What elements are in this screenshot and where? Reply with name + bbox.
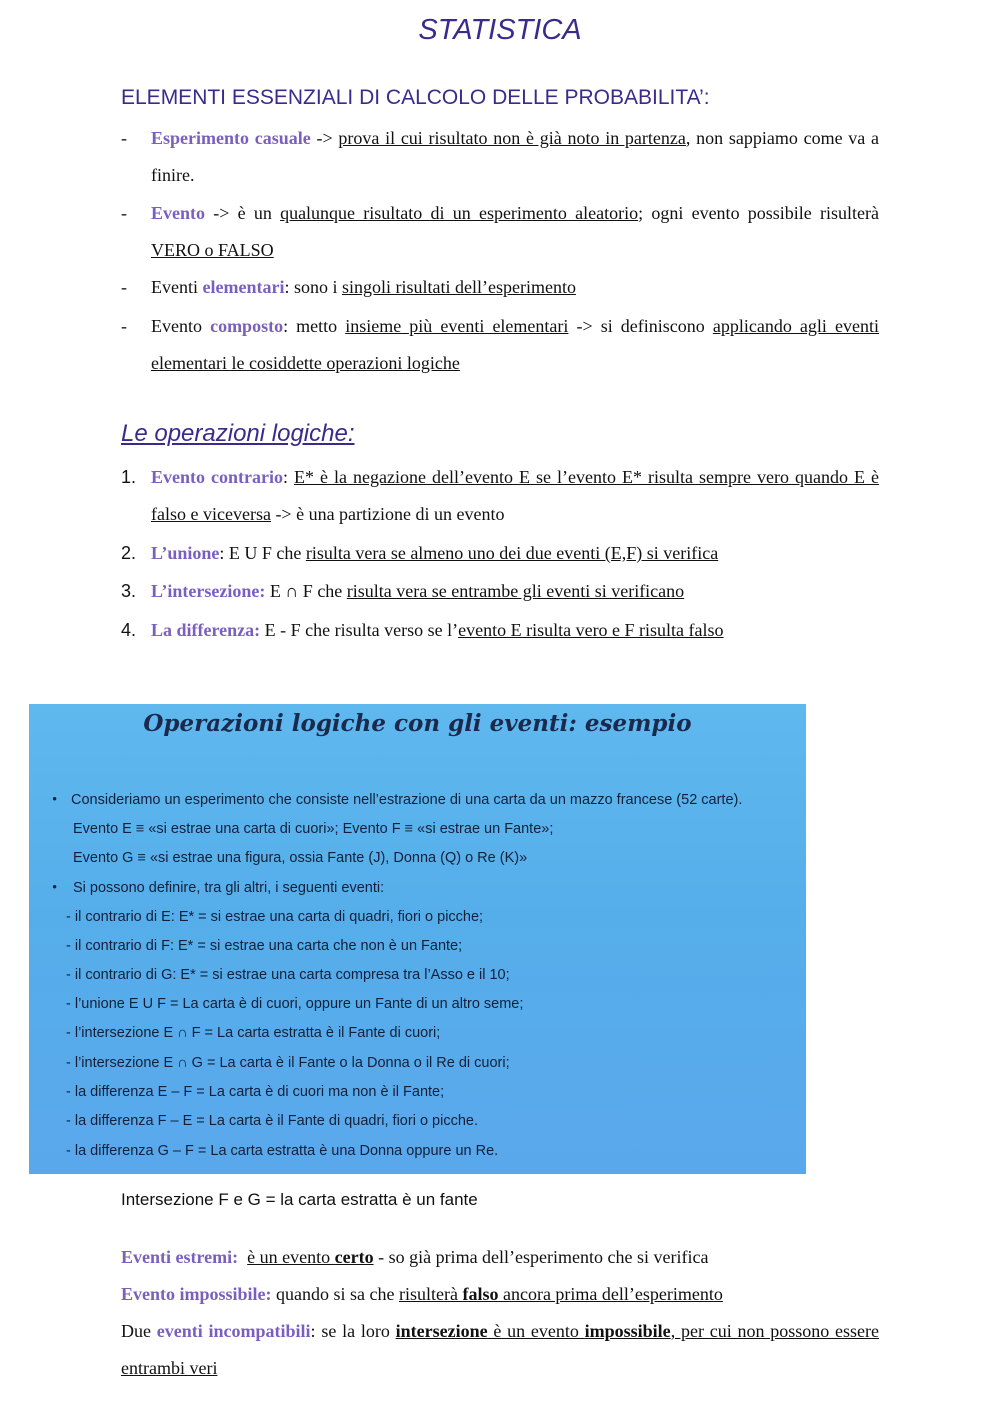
list-item	[121, 269, 879, 306]
slide-line: Evento E ≡ «si estrae una carta di cuori»; Evento F ≡ «si estrae un Fante»;	[73, 821, 554, 837]
text: ->	[310, 128, 339, 148]
bullet-icon: •	[52, 792, 58, 808]
bold-text: intersezione	[395, 1321, 488, 1341]
underlined-text: risulterà	[398, 1284, 463, 1304]
text: : sono i	[284, 277, 342, 297]
example-slide-image	[29, 704, 806, 1174]
underlined-text: è un evento	[487, 1321, 585, 1341]
list-marker: 4.	[121, 620, 137, 640]
underlined-text: VERO o FALSO	[151, 240, 274, 260]
text	[238, 1247, 247, 1267]
slide-line: - il contrario di E: E* = si estrae una carta di quadri, fiori o picche;	[66, 909, 484, 925]
list-item	[121, 120, 879, 194]
slide-line: - la differenza G – F = La carta estratta è una Donna oppure un Re.	[66, 1143, 499, 1159]
text: :	[283, 467, 295, 487]
list-item	[121, 573, 879, 610]
text: : metto	[283, 316, 346, 336]
section-heading: ELEMENTI ESSENZIALI DI CALCOLO DELLE PROBABILITA’:	[121, 86, 710, 109]
slide-line: Consideriamo un esperimento che consiste nell’estrazione di una carta da un mazzo francese (52 carte).	[71, 792, 743, 808]
list-item	[121, 459, 879, 533]
list-item	[121, 612, 879, 649]
text: Due	[121, 1321, 157, 1341]
list-item	[121, 195, 879, 269]
underlined-text: E* è la negazione dell’evento E se l’evento E* risulta sempre vero quando E è falso e viceversa	[151, 467, 879, 524]
text: - so già prima dell’esperimento che si verifica	[373, 1247, 709, 1267]
list-marker: 3.	[121, 581, 137, 601]
list-marker: -	[121, 316, 127, 336]
bullet-icon: •	[52, 880, 58, 896]
slide-line: - l’intersezione E ∩ G = La carta è il Fante o la Donna o il Re di cuori;	[66, 1055, 510, 1071]
image-caption: Intersezione F e G = la carta estratta è un fante	[121, 1190, 478, 1209]
list-marker: 1.	[121, 467, 137, 487]
underlined-text: è un evento	[247, 1247, 335, 1267]
underlined-text: singoli risultati dell’esperimento	[341, 277, 576, 297]
term: L’unione	[151, 543, 220, 563]
text: E - F che risulta verso se l’	[260, 620, 459, 640]
bold-text: certo	[334, 1247, 374, 1267]
text: Evento	[151, 316, 211, 336]
slide-line: Evento G ≡ «si estrae una figura, ossia Fante (J), Donna (Q) o Re (K)»	[73, 850, 528, 866]
underlined-text: risulta vera se entrambe gli eventi si verificano	[346, 581, 685, 601]
text: -> si definiscono	[568, 316, 713, 336]
page-title: STATISTICA	[418, 14, 582, 46]
text: Eventi	[151, 277, 203, 297]
underlined-text: ancora prima dell’esperimento	[498, 1284, 723, 1304]
term: Esperimento casuale	[151, 128, 311, 148]
bold-text: falso	[462, 1284, 499, 1304]
term: Evento impossibile:	[121, 1284, 272, 1304]
slide-line: - la differenza F – E = La carta è il Fante di quadri, fiori o picche.	[66, 1113, 478, 1129]
slide-line: Si possono definire, tra gli altri, i seguenti eventi:	[73, 880, 385, 896]
term: elementari	[202, 277, 285, 297]
slide-line: - l’intersezione E ∩ F = La carta estratta è il Fante di cuori;	[66, 1025, 441, 1041]
text: : E U F che	[219, 543, 306, 563]
term: Evento	[151, 203, 205, 223]
term: Eventi estremi:	[121, 1247, 239, 1267]
term: composto	[210, 316, 284, 336]
list-marker: -	[121, 203, 127, 223]
list-marker: -	[121, 277, 127, 297]
list-marker: 2.	[121, 543, 137, 563]
list-item	[121, 535, 879, 572]
text: quando si sa che	[271, 1284, 399, 1304]
slide-line: - il contrario di F: E* = si estrae una carta che non è un Fante;	[66, 938, 463, 954]
text: -> è un	[205, 203, 281, 223]
list-marker: -	[121, 128, 127, 148]
underlined-text: risulta vera se almeno uno dei due eventi (E,F) si verifica	[305, 543, 719, 563]
operations-heading: Le operazioni logiche:	[121, 420, 355, 447]
underlined-text: qualunque risultato di un esperimento aleatorio	[280, 203, 639, 223]
list-item	[121, 308, 879, 382]
term: eventi incompatibili	[156, 1321, 311, 1341]
paragraph-extreme-events	[121, 1239, 879, 1276]
underlined-text: evento E risulta vero e F risulta falso	[458, 620, 724, 640]
bold-text: impossibile	[584, 1321, 671, 1341]
slide-line: - la differenza E – F = La carta è di cuori ma non è il Fante;	[66, 1084, 445, 1100]
term: La differenza:	[151, 620, 261, 640]
text: , non sappiamo come va a finire.	[151, 128, 880, 185]
term: L’intersezione:	[151, 581, 266, 601]
slide-title: Operazioni logiche con gli eventi: esempio	[143, 710, 692, 737]
paragraph-impossible-event	[121, 1276, 879, 1313]
text: ; ogni evento possibile risulterà	[638, 203, 879, 223]
paragraph-incompatible-events	[121, 1313, 879, 1387]
underlined-text: , per cui non possono essere entrambi veri	[121, 1321, 880, 1378]
underlined-text: prova il cui risultato non è già noto in partenza	[338, 128, 686, 148]
slide-line: - l’unione E U F = La carta è di cuori, oppure un Fante di un altro seme;	[66, 996, 524, 1012]
text: : se la loro	[310, 1321, 396, 1341]
text: E ∩ F che	[265, 581, 347, 601]
term: Evento contrario	[151, 467, 283, 487]
slide-line: - il contrario di G: E* = si estrae una carta compresa tra l’Asso e il 10;	[66, 967, 510, 983]
underlined-text: applicando agli eventi elementari le cosiddette operazioni logiche	[151, 316, 879, 373]
underlined-text: insieme più eventi elementari	[345, 316, 569, 336]
text: -> è una partizione di un evento	[270, 504, 505, 524]
